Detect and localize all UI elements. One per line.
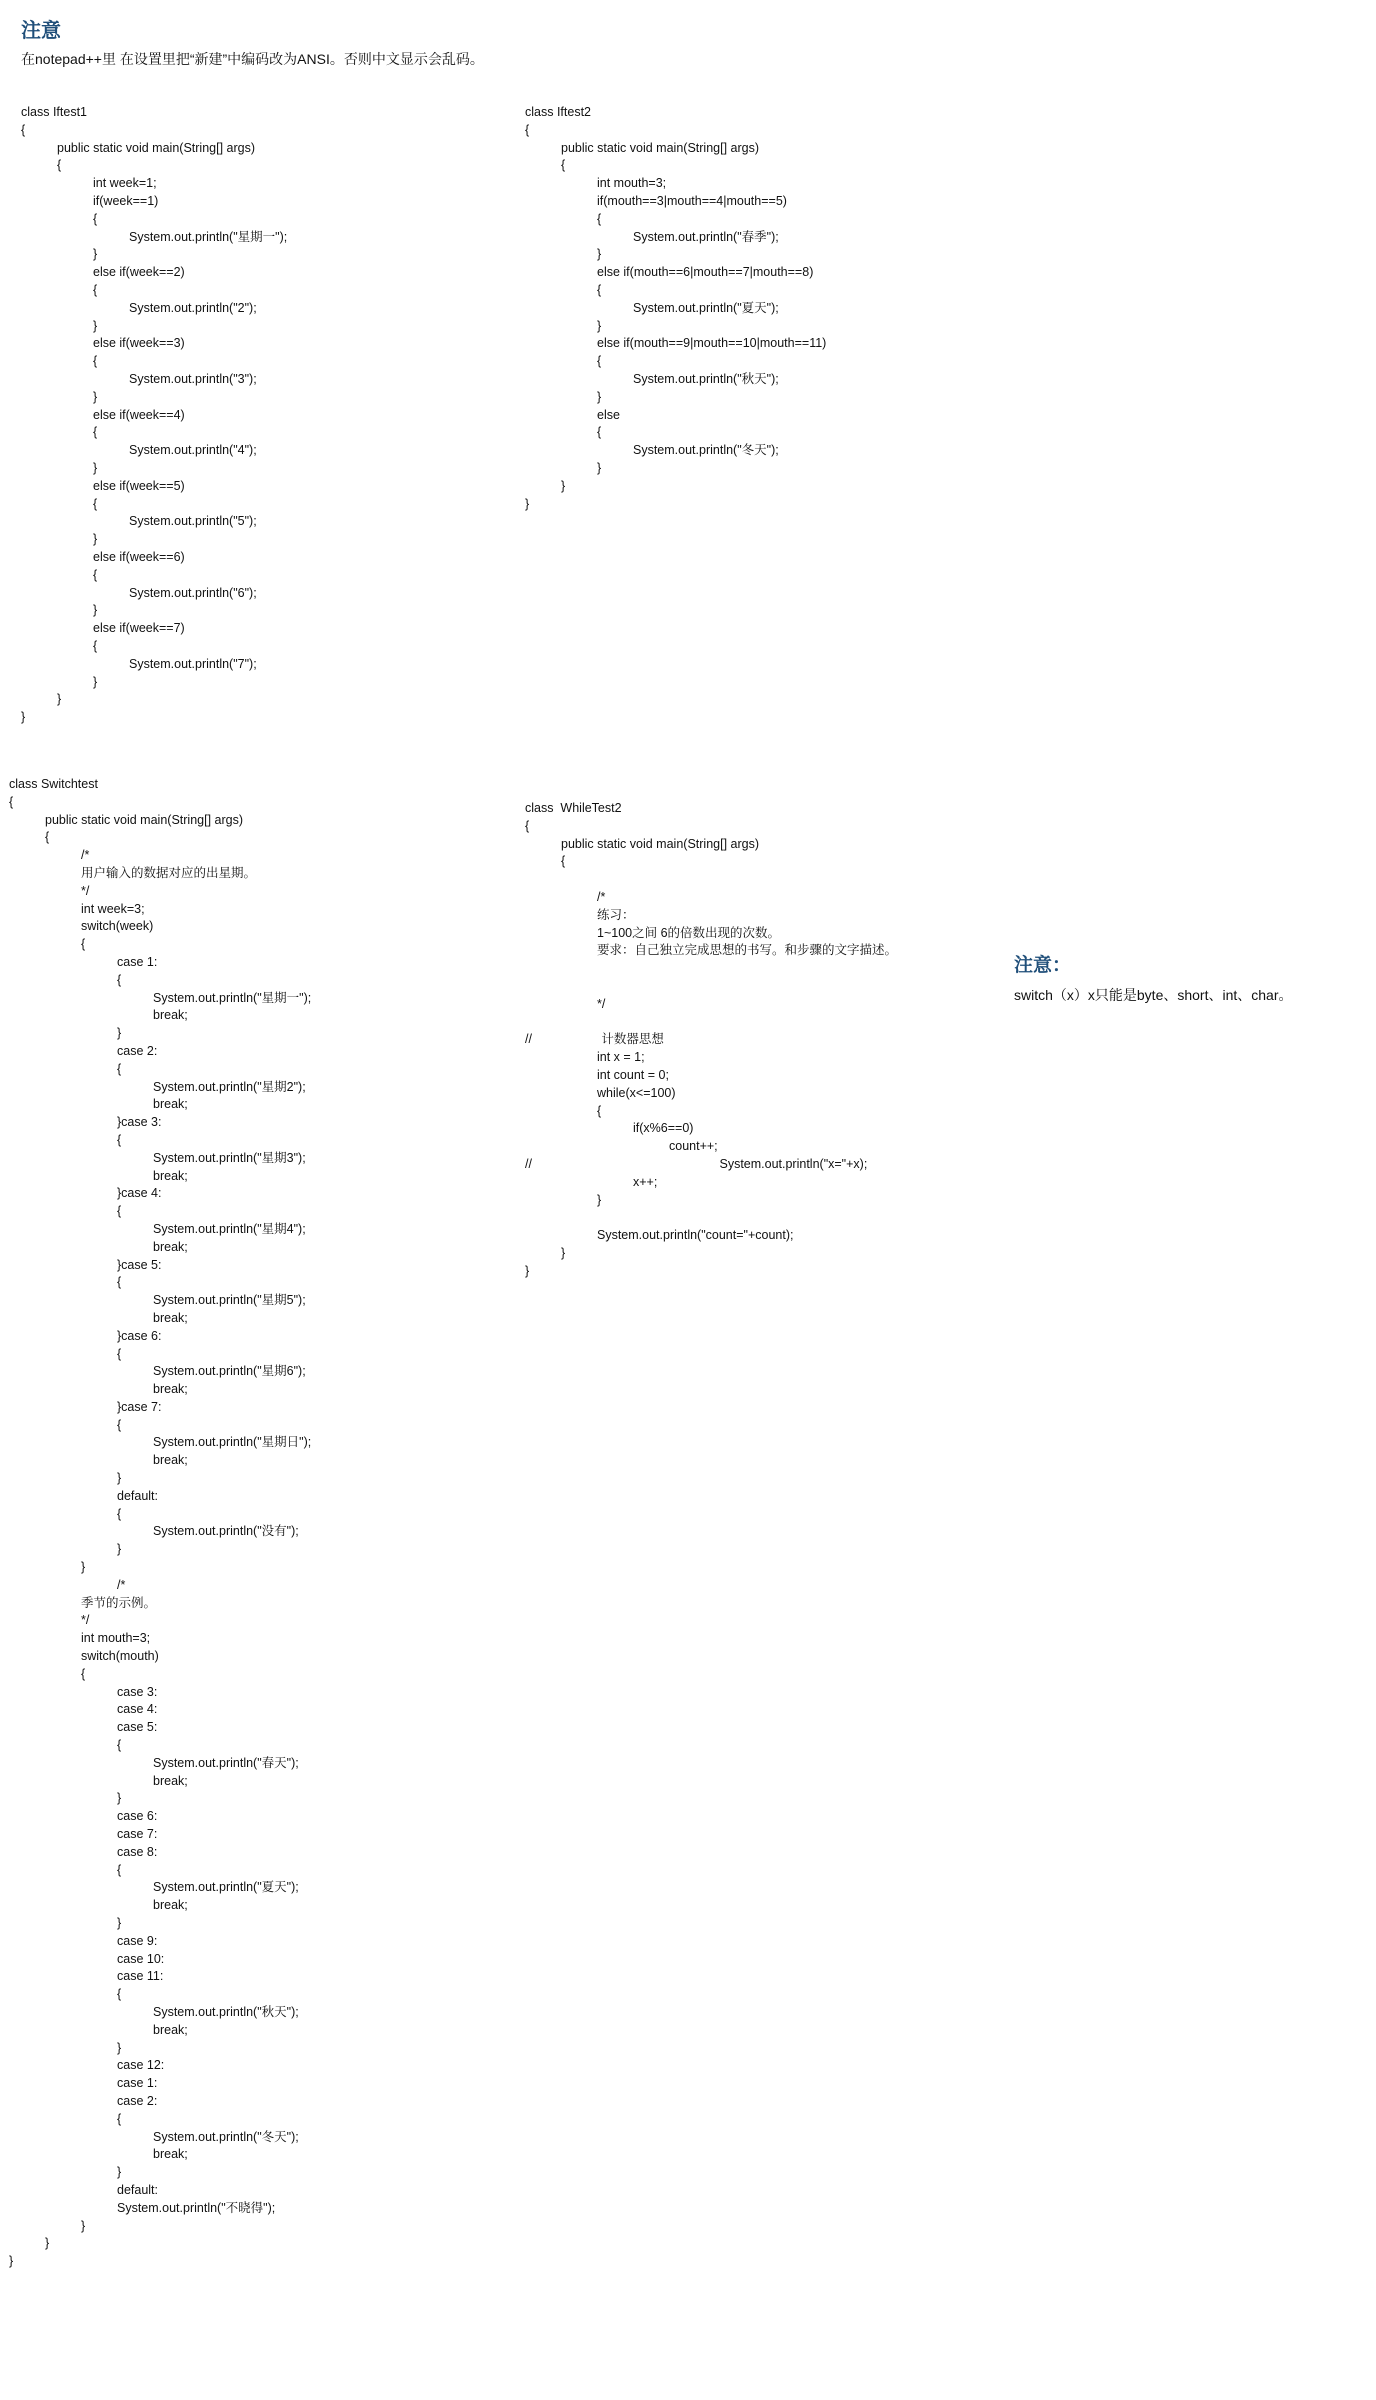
code-line: else if(week==5) (93, 478, 185, 493)
code-line: }case 7: (117, 1399, 162, 1414)
code-line (525, 1209, 897, 1227)
code-line: { (9, 794, 14, 809)
code-line: break; (153, 1898, 188, 1913)
code-line: else (597, 407, 620, 422)
code-line: // 计数器思想 (525, 1032, 664, 1047)
code-line: }case 4: (117, 1186, 162, 1201)
code-line: { (117, 1417, 122, 1432)
code-line: { (561, 854, 566, 869)
code-line: break; (153, 1239, 188, 1254)
code-line: { (45, 830, 50, 845)
code-line: } (117, 1916, 122, 1930)
code-line: case 10: (117, 1951, 165, 1966)
code-line: System.out.println("夏天"); (633, 300, 779, 315)
code-line: } (45, 2236, 50, 2251)
code-line: /* (117, 1577, 126, 1592)
code-line (525, 1014, 897, 1032)
code-line: System.out.println("秋天"); (153, 2004, 299, 2019)
code-line: } (117, 1791, 122, 1806)
code-line: { (597, 211, 602, 226)
code-line: count++; (669, 1139, 718, 1154)
code-line: { (57, 158, 62, 173)
code-line: int mouth=3; (81, 1631, 151, 1646)
code-line: { (117, 1132, 122, 1147)
code-line: { (21, 122, 26, 137)
code-line: { (81, 1666, 86, 1681)
code-line: break; (153, 1008, 188, 1023)
code-line: { (561, 158, 566, 173)
code-line: { (117, 1506, 122, 1521)
code-line: } (597, 1192, 602, 1207)
code-line: public static void main(String[] args) (561, 836, 759, 851)
code-line: { (525, 818, 530, 833)
code-line: System.out.println("星期4"); (153, 1221, 306, 1236)
code-line: } (117, 2040, 122, 2055)
code-line: System.out.println("星期2"); (153, 1079, 306, 1094)
code-line: System.out.println("春天"); (153, 1755, 299, 1770)
code-line: { (117, 1738, 122, 1753)
code-line: } (561, 1245, 566, 1260)
code-line: else if(week==7) (93, 621, 185, 636)
code-line: public static void main(String[] args) (45, 812, 243, 827)
code-line: { (525, 122, 530, 137)
code-line: } (81, 2218, 86, 2233)
code-line: int week=3; (81, 901, 145, 916)
encoding-note: 在notepad++里 在设置里把“新建”中编码改为ANSI。否则中文显示会乱码。 (21, 51, 484, 67)
code-line: { (93, 282, 98, 297)
code-switchtest (9, 776, 311, 2271)
code-line: } (93, 674, 98, 689)
code-line: case 1: (117, 954, 158, 969)
code-line: break; (153, 1168, 188, 1183)
code-line: }case 6: (117, 1328, 162, 1343)
code-line: } (93, 603, 98, 618)
code-line: } (525, 496, 530, 511)
code-line: } (117, 1026, 122, 1041)
code-line: if(x%6==0) (633, 1121, 694, 1136)
code-line: System.out.println("星期一"); (129, 229, 288, 244)
code-line: class Iftest1 (21, 105, 87, 119)
code-line: int mouth=3; (597, 176, 667, 191)
code-line: System.out.println("3"); (129, 371, 257, 386)
code-line: class Iftest2 (525, 105, 591, 119)
code-line: } (117, 2165, 122, 2180)
code-iftest1 (21, 104, 287, 727)
code-line: { (81, 937, 86, 952)
code-line: System.out.println("5"); (129, 514, 257, 529)
code-line: } (597, 247, 602, 262)
code-line: System.out.println("秋天"); (633, 371, 779, 386)
code-line: */ (81, 883, 90, 898)
code-line: { (93, 211, 98, 226)
code-line: case 11: (117, 1969, 164, 1984)
code-line: 用户输入的数据对应的出星期。 (81, 865, 257, 880)
code-line: if(mouth==3|mouth==4|mouth==5) (597, 193, 787, 208)
code-line: case 7: (117, 1827, 158, 1842)
code-line: case 3: (117, 1684, 158, 1699)
code-line: break; (153, 1097, 188, 1112)
code-line: { (93, 425, 98, 440)
code-line: else if(week==2) (93, 265, 185, 280)
code-line: { (93, 567, 98, 582)
code-line: else if(mouth==6|mouth==7|mouth==8) (597, 265, 814, 280)
code-line: System.out.println("没有"); (153, 1524, 299, 1539)
code-line: } (57, 692, 62, 707)
code-line: 季节的示例。 (81, 1595, 157, 1610)
code-line: System.out.println("2"); (129, 300, 257, 315)
code-line: } (93, 389, 98, 404)
code-line: System.out.println("星期3"); (153, 1150, 306, 1165)
code-line: System.out.println("星期日"); (153, 1435, 312, 1450)
code-line: { (117, 1987, 122, 2002)
code-line: System.out.println("星期5"); (153, 1293, 306, 1308)
code-line: { (93, 354, 98, 369)
code-line: } (597, 389, 602, 404)
code-line: case 6: (117, 1809, 158, 1824)
code-line: } (81, 1560, 86, 1575)
code-line: { (117, 1275, 122, 1290)
code-line: System.out.println("冬天"); (633, 443, 779, 458)
code-line: { (597, 282, 602, 297)
code-line: break; (153, 1773, 188, 1788)
code-line: { (117, 1204, 122, 1219)
switch-note: switch（x）x只能是byte、short、int、char。 (1014, 987, 1293, 1003)
switch-note-heading: 注意： (1014, 955, 1072, 976)
code-line: class Switchtest (9, 777, 98, 791)
code-whiletest2 (525, 800, 897, 1281)
code-line: */ (597, 996, 606, 1011)
code-line: break; (153, 2147, 188, 2162)
code-line: /* (597, 889, 606, 904)
code-line: break; (153, 1310, 188, 1325)
code-line: while(x<=100) (597, 1085, 676, 1100)
code-line: } (21, 710, 26, 725)
code-line: case 5: (117, 1720, 158, 1735)
code-line: { (93, 638, 98, 653)
code-line: } (93, 460, 98, 475)
code-line: { (117, 2111, 122, 2126)
code-line: System.out.println("4"); (129, 443, 257, 458)
code-line: switch(week) (81, 919, 154, 934)
code-line: }case 3: (117, 1115, 162, 1130)
code-line: /* (81, 848, 90, 863)
code-line: public static void main(String[] args) (57, 140, 255, 155)
code-line: } (597, 460, 602, 475)
code-line: if(week==1) (93, 193, 159, 208)
code-line: case 2: (117, 2093, 158, 2108)
code-line: System.out.println("不晓得"); (117, 2200, 276, 2215)
code-line: // System.out.println("x="+x); (525, 1156, 868, 1171)
code-line: break; (153, 2022, 188, 2037)
code-line: System.out.println("冬天"); (153, 2129, 299, 2144)
code-line: else if(week==3) (93, 336, 185, 351)
code-line: } (525, 1263, 530, 1278)
code-line: System.out.println("星期一"); (153, 990, 312, 1005)
page-heading: 注意 (21, 20, 61, 42)
code-line: case 1: (117, 2076, 158, 2091)
code-line: { (117, 1061, 122, 1076)
code-line: int x = 1; (597, 1050, 645, 1065)
code-line: }case 5: (117, 1257, 162, 1272)
code-line: { (93, 496, 98, 511)
code-line: { (117, 1346, 122, 1361)
code-line: { (117, 972, 122, 987)
code-line: System.out.println("7"); (129, 656, 257, 671)
code-line (525, 871, 897, 889)
code-line: } (93, 532, 98, 547)
code-line: System.out.println("夏天"); (153, 1880, 299, 1895)
code-line: */ (81, 1613, 90, 1628)
code-line: { (597, 1103, 602, 1118)
code-line: } (93, 247, 98, 262)
code-line: } (117, 1471, 122, 1486)
code-line: } (93, 318, 98, 333)
code-line: } (597, 318, 602, 333)
code-line: break; (153, 1453, 188, 1468)
code-line: case 12: (117, 2058, 165, 2073)
code-line (525, 960, 897, 978)
code-line: break; (153, 1382, 188, 1397)
code-line (525, 978, 897, 996)
code-line: } (117, 1542, 122, 1557)
code-line: { (117, 1862, 122, 1877)
code-line: 要求：自己独立完成思想的书写。和步骤的文字描述。 (597, 943, 898, 958)
code-line: case 9: (117, 1933, 158, 1948)
code-line: System.out.println("春季"); (633, 229, 779, 244)
code-line: int count = 0; (597, 1067, 669, 1082)
code-line: else if(week==4) (93, 407, 185, 422)
code-line: case 2: (117, 1043, 158, 1058)
code-line: class WhileTest2 (525, 801, 622, 815)
code-line: } (561, 478, 566, 493)
code-line: { (597, 425, 602, 440)
code-line: default: (117, 1488, 159, 1503)
code-line: int week=1; (93, 176, 157, 191)
code-line: case 8: (117, 1844, 158, 1859)
code-line: public static void main(String[] args) (561, 140, 759, 155)
code-line: x++; (633, 1174, 658, 1189)
code-line: System.out.println("6"); (129, 585, 257, 600)
code-line: switch(mouth) (81, 1649, 159, 1664)
code-line: System.out.println("count="+count); (597, 1228, 794, 1243)
code-line: default: (117, 2182, 159, 2197)
code-line: else if(mouth==9|mouth==10|mouth==11) (597, 336, 827, 351)
code-line: case 4: (117, 1702, 158, 1717)
code-line: 1~100之间 6的倍数出现的次数。 (597, 925, 781, 940)
code-line: 练习： (597, 907, 635, 922)
code-line: else if(week==6) (93, 549, 185, 564)
code-line: System.out.println("星期6"); (153, 1364, 306, 1379)
code-iftest2 (525, 104, 826, 513)
code-line: } (9, 2254, 14, 2269)
code-line: { (597, 354, 602, 369)
